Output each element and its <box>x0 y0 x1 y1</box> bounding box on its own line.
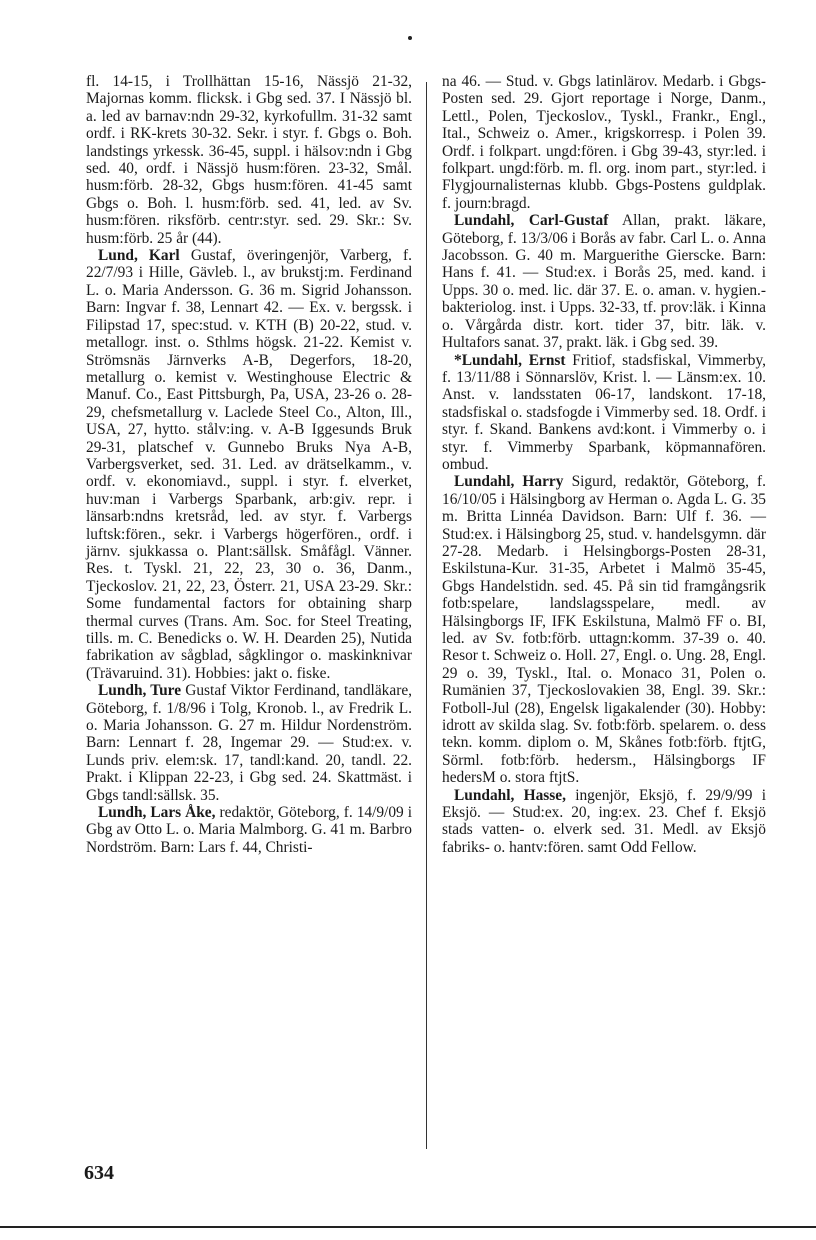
entry-continuation: fl. 14-15, i Trollhättan 15-16, Nässjö 21-32, Majornas komm. flicksk. i Gbg sed. 37. I Nässjö bl. a. led av barnav:ndn 29-32, kyrkofullm. 31-32 samt ordf. i RK-krets 30-32. Sekr. i styr. f. Gbgs o. Boh. landstings yrkessk. 36-45, suppl. i hälsov:ndn i Gbg sed. 40, ordf. i Nässjö husm:fören. 23-32, Smål. husm:förb. 28-32, Gbgs husm:fören. 41-45 samt Gbgs o. Boh. l. husm:förb. sed. 41, led. av Sv. husm:fören. riksförb. centr:styr. sed. 29. Skr.: Sv. husm:förb. 25 år (44). <box>86 73 412 247</box>
right-column <box>442 73 766 856</box>
entry-lundahl-harry: Lundahl, Harry Sigurd, redaktör, Göteborg, f. 16/10/05 i Hälsingborg av Herman o. Agda L. G. 35 m. Britta Linnéa Davidson. Barn: Ulf f. 36. — Stud:ex. i Hälsingborg 25, stud. v. handelsgymn. där 27-28. Medarb. i Helsingborgs-Posten 28-31, Eskilstuna-Kur. 31-35, Arbetet i Malmö 35-45, Gbgs Handelstidn. sed. 45. På sin tid framgångsrik fotb:spelare, landslagsspelare, medl. av Hälsingborgs IF, IFK Eskilstuna, Malmö FF o. BI, led. av Sv. fotb:förb. uttagn:komm. 37-39 o. 40. Resor t. Schweiz o. Holl. 27, Engl. o. Ung. 28, Engl. 29 o. 39, Tyskl., Ital. o. Monaco 31, Polen o. Rumänien 37, Tjeckoslovakien 38, Engl. 39. Skr.: Fotboll-Jul (28), Engelsk ligakalender (30). Hobby: idrott av skilda slag. Sv. fotb:förb. spelarem. o. dess tekn. komm. diplom o. M, Skånes fotb:förb. ftjtG, Sörml. fotb:förb. hedersm., Hälsingborgs IF hedersM o. stora ftjtS. <box>442 473 766 787</box>
entry-lundahl-carl-gustaf: Lundahl, Carl-Gustaf Allan, prakt. läkare, Göteborg, f. 13/3/06 i Borås av fabr. Carl L. o. Anna Jacobsson. G. 40 m. Marguerithe Gierscke. Barn: Hans f. 41. — Stud:ex. i Borås 25, med. kand. i Upps. 30 o. med. lic. där 37. E. o. aman. v. hygien.-bakteriolog. inst. i Upps. 32-33, tf. prov:läk. i Kinna o. Vårgårda distr. kort. tider 37, bitr. läk. v. Hultafors sanat. 37, prakt. läk. i Gbg sed. 39. <box>442 212 766 352</box>
entry-name: Lundahl, Hasse, <box>454 786 566 804</box>
entry-continuation: na 46. — Stud. v. Gbgs latinlärov. Medarb. i Gbgs-Posten sed. 29. Gjort reportage i Norge, Danm., Lettl., Polen, Tjeckoslov., Tyskl., Frankr., Engl., Ital., Schweiz o. Amer., krigskorresp. i Polen 39. Ordf. i folkpart. ungd:fören. i Gbg 39-43, styr:led. i folkpart. ungd:förb. m. fl. org. inom part., styr:led. i Flygjournalisternas klubb. Gbgs-Postens guldplak. f. journ:bragd. <box>442 73 766 212</box>
page-number: 634 <box>84 1162 114 1184</box>
bottom-border <box>0 1226 816 1228</box>
column-divider <box>426 82 427 1149</box>
top-dot <box>408 36 412 40</box>
entry-name: Lundahl, Harry <box>454 473 564 491</box>
left-column <box>86 73 412 856</box>
entry-lundh-lars-ake: Lundh, Lars Åke, redaktör, Göteborg, f. 14/9/09 i Gbg av Otto L. o. Maria Malmborg. G. 41 m. Barbro Nordström. Barn: Lars f. 44, Christi- <box>86 804 413 856</box>
entry-name: Lund, Karl <box>98 247 180 265</box>
entry-name: Lundh, Lars Åke, <box>98 804 216 822</box>
entry-name: *Lundahl, Ernst <box>454 351 566 369</box>
entry-name: Lundahl, Carl-Gustaf <box>454 212 609 230</box>
entry-lundahl-ernst: *Lundahl, Ernst Fritiof, stadsfiskal, Vimmerby, f. 13/11/88 i Sönnarslöv, Krist. l. — Länsm:ex. 10. Anst. v. landsstaten 06-17, landskont. 17-18, stadsfiskal o. stadsfogde i Vimmerby sed. 18. Ordf. i styr. f. Skand. Bankens avd:kont. i Vimmerby o. i styr. f. Vimmerby Sparbank, köpmannafören. ombud. <box>442 351 766 473</box>
entry-lundh-ture: Lundh, Ture Gustaf Viktor Ferdinand, tandläkare, Göteborg, f. 1/8/96 i Tolg, Kronob. l., av Fredrik L. o. Maria Johansson. G. 27 m. Hildur Nordenström. Barn: Lennart f. 28, Ingemar 29. — Stud:ex. v. Lunds priv. elem:sk. 17, tandl:kand. 20, tandl. 22. Prakt. i Klippan 22-23, i Gbg sed. 24. Skattmäst. i Gbgs tandl:sällsk. 35. <box>86 682 412 804</box>
entry-name: Lundh, Ture <box>98 682 182 700</box>
entry-lund-karl: Lund, Karl Gustaf, överingenjör, Varberg, f. 22/7/93 i Hille, Gävleb. l., av brukstj:m. Ferdinand L. o. Maria Andersson. G. 36 m. Sigrid Johansson. Barn: Ingvar f. 38, Lennart 42. — Ex. v. bergssk. i Filipstad 17, spec:stud. v. KTH (B) 20-22, stud. v. metallogr. inst. o. Sthlms högsk. 21-22. Kemist v. Strömsnäs Järnverks A-B, Degerfors, 18-20, metallurg o. kemist v. Westinghouse Electric & Manuf. Co., East Pittsburgh, Pa, USA, 23-26 o. 28-29, chefsmetallurg v. Laclede Steel Co., Alton, Ill., USA, 27, hytto. stålv:ing. v. A-B Iggesunds Bruk 29-31, platschef v. Gunnebo Bruks Nya A-B, Varbergsverket, sed. 31. Led. av drätselkamm., v. ordf. v. ekonomiavd., suppl. i styr. f. elverket, huv:man i Varbergs Sparbank, arb:giv. repr. i länsarb:ndns kretsråd, led. av styr. f. Varbergs luftsk:fören., sekr. i Varbergs högerfören., ordf. i järnv. sjukkassa o. Plant:sällsk. Småfågl. Vänner. Res. t. Tyskl. 21, 22, 23, 30 o. 36, Danm., Tjeckoslov. 21, 22, 23, Österr. 21, USA 23-29. Skr.: Some fundamental factors for obtaining sharp thermal curves (Trans. Am. Soc. for Steel Treating, tills. m. C. Benedicks o. W. H. Dearden 25), Nutida fabrikation av sågblad, sågklingor o. maskinknivar (Trävaruind. 31). Hobbies: jakt o. fiske. <box>86 247 412 682</box>
entry-lundahl-hasse: Lundahl, Hasse, ingenjör, Eksjö, f. 29/9/99 i Eksjö. — Stud:ex. 20, ing:ex. 23. Chef f. Eksjö stads vatten- o. elverk sed. 31. Medl. av Eksjö fabriks- o. hantv:fören. samt Odd Fellow. <box>442 786 766 856</box>
